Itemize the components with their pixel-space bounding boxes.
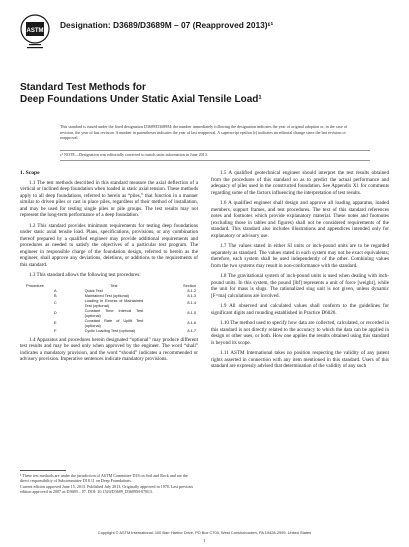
- copyright-line: Copyright © ASTM International, 100 Barr Harbor Drive, PO Box C700, West Conshohocken, PA 19428-2959. United States: [97, 530, 312, 535]
- section-heading-scope: 1. Scope: [20, 170, 40, 176]
- paragraph-1-2: 1.2 This standard provides minimum requirements for testing deep foundations under static axial tensile load. Plans, specifications, provisions, or any combination thereof prepared by a qualified engineer may provide additional requirements and procedures as needed to satisfy the objectives of a particular test program. The engineer in responsible charge of the foundation design, referred to herein as the engineer, shall approve any deviations, deletions, or additions to the requirements of this standard.: [20, 222, 198, 268]
- paragraph-1-9: 1.9 All observed and calculated values shall conform to the guidelines for significant digits and rounding established in Practice D6026.: [211, 303, 389, 316]
- paragraph-1-1: 1.1 The test methods described in this standard measure the axial deflection of a vertical or inclined deep foundation when loaded in static axial tension. These methods apply to all deep foundations, referred to herein as “piles,” that function in a manner similar to driven piles or cast in place piles, regardless of their method of installation, and may be used for testing single piles or pile groups. The test results may not represent the long-term performance of a deep foundation.: [20, 179, 198, 218]
- footnote-1: ¹ These test methods are under the jurisdiction of ASTM Committee D18 on Soil and Rock and are the direct responsibility of Subcommittee D18.11 on Deep Foundations.: [20, 473, 188, 484]
- divider: [60, 160, 370, 161]
- paragraph-1-6: 1.6 A qualified engineer shall design and approve all loading apparatus, loaded members, support frames, and test procedures. The text of this standard references notes and footnotes which provide explanatory material. These notes and footnotes (excluding those in tables and figures) shall not be considered requirements of the standard. This standard also includes illustrations and appendices intended only for explanatory or advisory use.: [211, 200, 389, 239]
- table-row: [26, 328, 196, 333]
- procedure-test: Constant Time Interval Test (optional): [84, 307, 144, 318]
- paragraph-1-3: 1.3 This standard allows the following test procedures:: [29, 272, 141, 278]
- procedure-code: C: [53, 300, 57, 305]
- procedure-section: 8.1.6: [187, 320, 196, 325]
- procedure-code: D: [53, 310, 57, 315]
- editorial-note: ε¹ NOTE—Designation was editorially corrected to match units information in June 2013.: [60, 152, 208, 157]
- paragraph-1-8: 1.8 The gravitational system of inch-pound units is used when dealing with inch-pound units. In this system, the pound [lbf] represents a unit of force [weight], while the unit for mass is slugs. The rationalized slug unit is not given, unless dynamic [F=ma] calculations are involved.: [211, 273, 389, 299]
- procedure-section: 8.1.2: [187, 287, 196, 293]
- procedure-code: F: [54, 327, 57, 333]
- procedure-code: E: [54, 320, 57, 325]
- footnote-2: Current edition approved June 15, 2013. Published July 2013. Originally approved in 1978. Last previous edition approved in 2007 as D3689 – 07. DOI: 10.1520/D3689_D3689M-07R13.: [20, 483, 194, 495]
- svg-text:ASTM: ASTM: [26, 28, 44, 34]
- procedure-test: Constant Rate of Uplift Test (optional): [84, 317, 144, 328]
- procedure-test: Maintained Test (optional): [84, 292, 130, 298]
- divider: [60, 150, 370, 151]
- left-column: [20, 170, 198, 367]
- procedure-section: 8.1.4: [187, 300, 196, 305]
- procedure-code: B: [54, 292, 57, 298]
- procedure-section: 8.1.5: [187, 310, 196, 315]
- procedure-section: 8.1.7: [187, 327, 196, 333]
- procedure-test: Cyclic Loading Test (optional): [84, 327, 136, 333]
- table-row: [26, 308, 196, 318]
- procedure-test: Loading in Excess of Maintained Test (optional): [84, 297, 144, 308]
- right-column: [211, 170, 389, 374]
- page-number: 1: [203, 538, 206, 543]
- table-header-procedure: Procedure: [26, 282, 44, 288]
- footnotes: [20, 473, 198, 495]
- paragraph-1-5: 1.5 A qualified geotechnical engineer should interpret the test results obtained from the procedures of this standard so as to predict the actual performance and adequacy of piles used in the constructed foundation. See Appendix X1 for comments regarding some of the factors influencing the interpretation of test results.: [211, 170, 389, 196]
- astm-logo-icon: [20, 14, 50, 52]
- paragraph-1-11: 1.11 ASTM International takes no position respecting the validity of any patent rights asserted in connection with any item mentioned in this standard. Users of this standard are expressly advised that determination of the validity of any such: [211, 350, 389, 369]
- procedure-table: [26, 283, 196, 333]
- table-header-test: Test: [110, 282, 118, 288]
- paragraph-1-10: 1.10 The method used to specify how data are collected, calculated, or recorded in this standard is not directly related to the accuracy to which the data can be applied in design or other uses, or both. How one applies the results obtained using this standard is beyond its scope.: [211, 320, 389, 346]
- designation-label: Designation: D3689/D3689M – 07 (Reapproved 2013)ᵋ¹: [60, 20, 274, 30]
- standard-notice: This standard is issued under the fixed designation D3689/D3689M; the number immediately following the designation indicates the year of original adoption or, in the case of revision, the year of last revision. A number in parentheses indicates the year of last reapproval. A superscript epsilon (ε) indicates an editorial change since the last revision or reapproval.: [60, 124, 348, 141]
- procedure-code: A: [54, 287, 57, 293]
- table-row: [26, 318, 196, 328]
- procedure-section: 8.1.3: [187, 292, 196, 298]
- title-line-1: Standard Test Methods for: [20, 82, 146, 93]
- procedure-test: Quick Test: [84, 287, 103, 293]
- document-title: [20, 82, 380, 106]
- table-row: [26, 298, 196, 308]
- footnote-divider: [20, 470, 66, 471]
- table-header-section: Section: [183, 282, 196, 288]
- title-line-2: Deep Foundations Under Static Axial Tensile Load¹: [20, 94, 262, 105]
- paragraph-1-7: 1.7 The values stated in either SI units or inch-pound units are to be regarded separately as standard. The values stated in each system may not be exact equivalents; therefore, each system shall be used independently of the other. Combining values from the two systems may result in non-conformance with the standard.: [211, 243, 389, 269]
- paragraph-1-4: 1.4 Apparatus and procedures herein designated “optional” may produce different test results and may be used only when approved by the engineer. The word “shall” indicates a mandatory provision, and the word “should” indicates a recommended or advisory provision. Imperative sentences indicate mandatory provisions.: [20, 336, 198, 362]
